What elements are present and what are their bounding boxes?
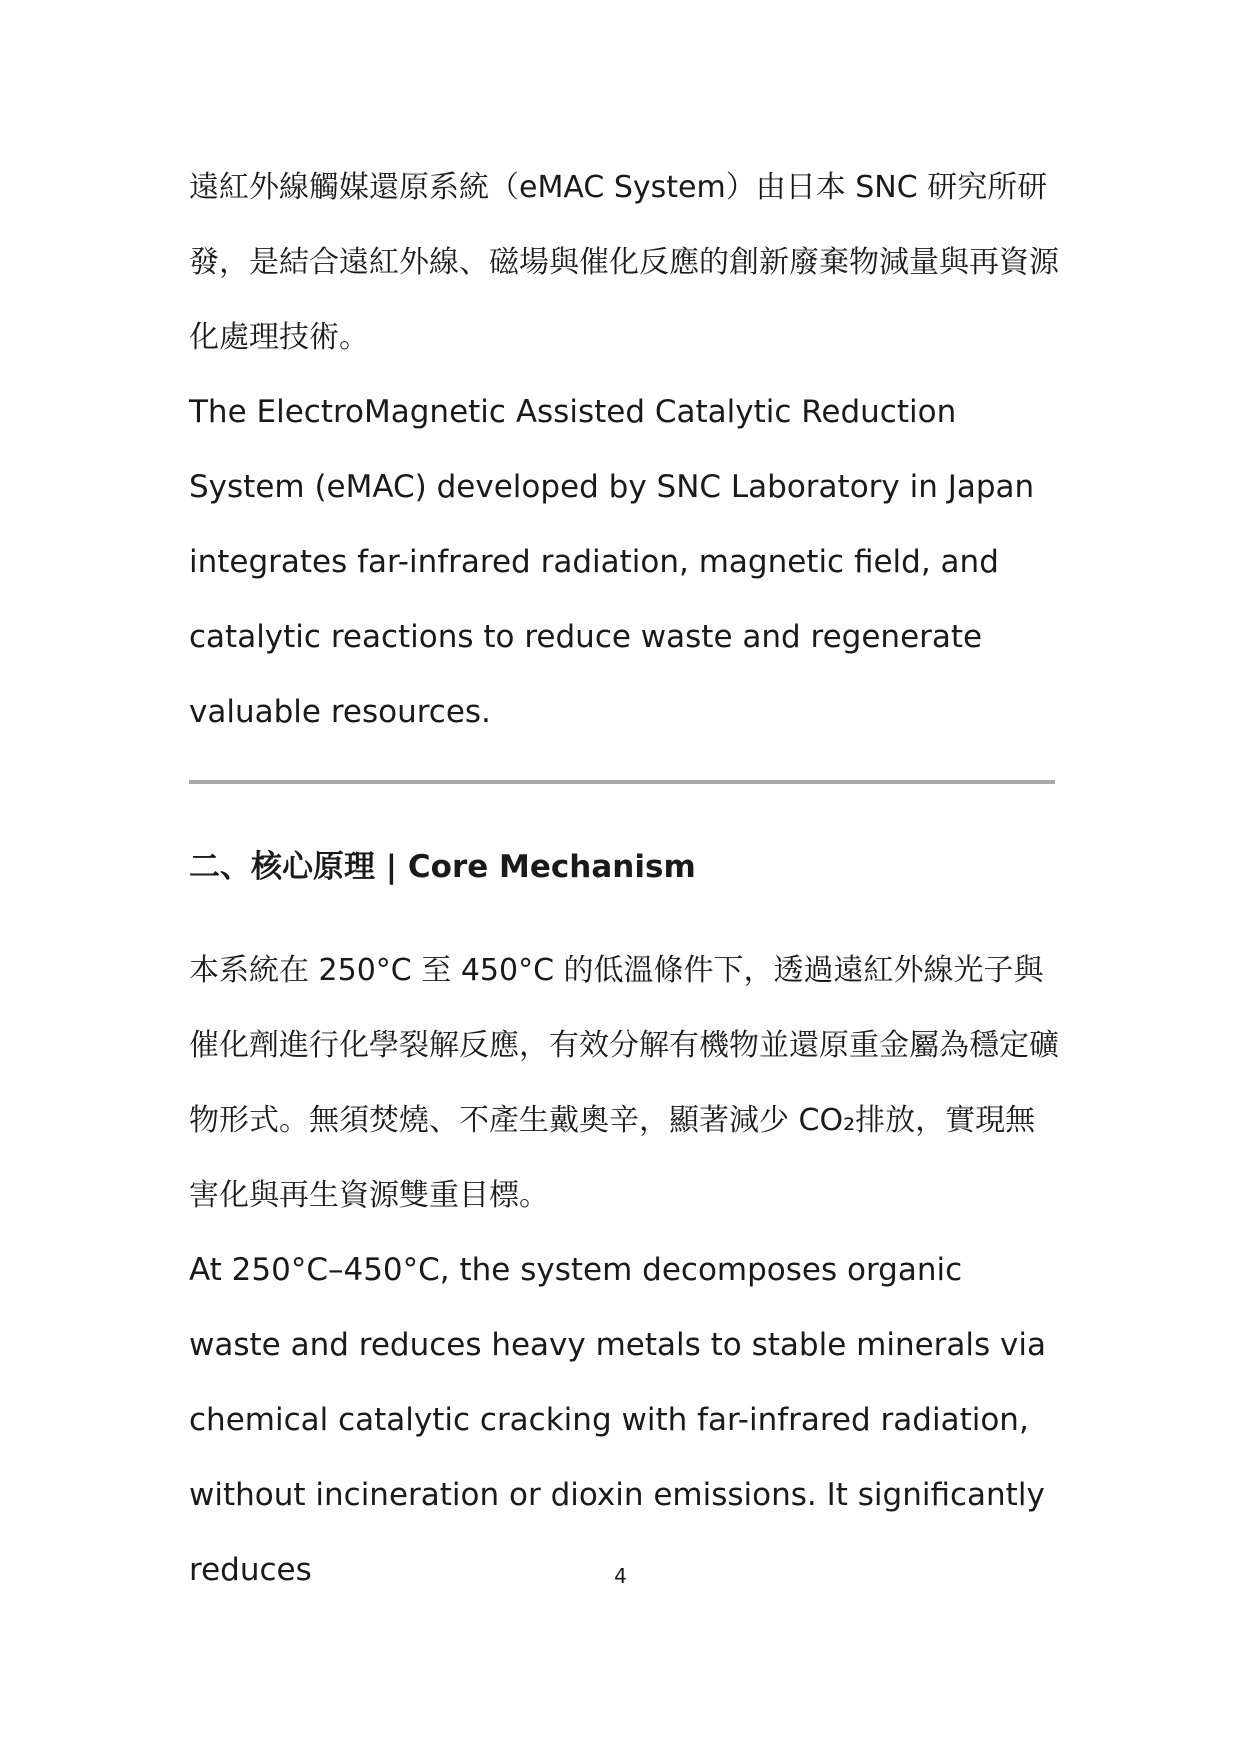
mechanism-paragraph-zh: 本系統在 250°C 至 450°C 的低溫條件下，透過遠紅外線光子與催化劑進行化學裂解反應，有效分解有機物並還原重金屬為穩定礦物形式。無須焚燒、不產生戴奧辛，顯著減少 CO₂排放，實現無害化與再生資源雙重目標。 — [189, 953, 1059, 1213]
intro-paragraph-zh: 遠紅外線觸媒還原系統（eMAC System）由日本 SNC 研究所研發，是結合遠紅外線、磁場與催化反應的創新廢棄物減量與再資源化處理技術。 — [189, 170, 1059, 355]
page-content — [189, 150, 1059, 1608]
section-heading: 二、核心原理 | Core Mechanism — [189, 849, 696, 885]
intro-paragraph-en: The ElectroMagnetic Assisted Catalytic Reduction System (eMAC) developed by SNC Laboratory in Japan integrates far-infrared radiation, magnetic field, and catalytic reactions to reduce waste and regenerate valuable resources. — [189, 394, 1035, 730]
mechanism-paragraph-en: At 250°C–450°C, the system decomposes organic waste and reduces heavy metals to stable minerals via chemical catalytic cracking with far-infrared radiation, without incineration or dioxin emissions. It significantly reduces — [189, 1252, 1046, 1588]
section-divider — [189, 780, 1055, 784]
page-number: 4 — [614, 1564, 627, 1588]
